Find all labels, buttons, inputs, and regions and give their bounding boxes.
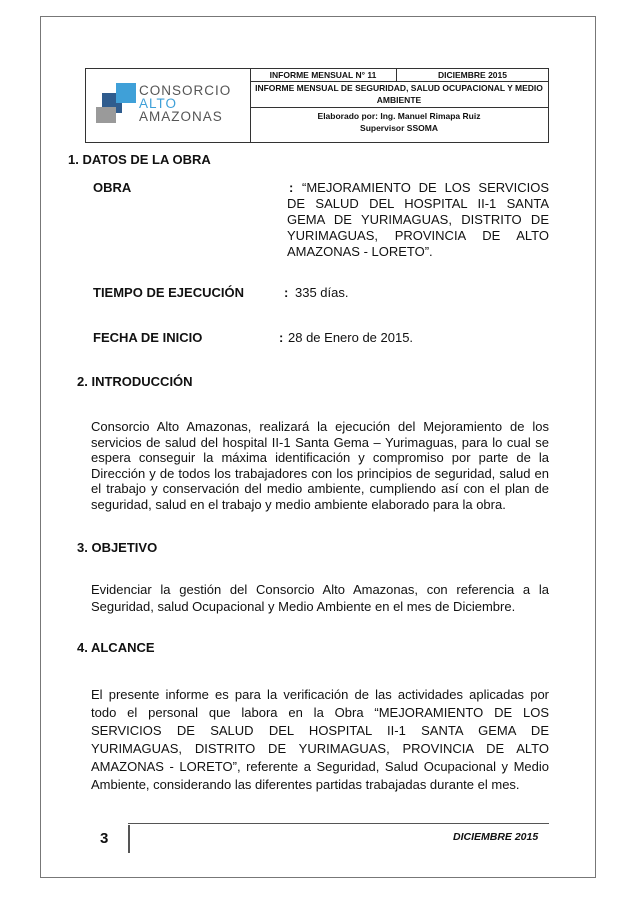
objetivo-paragraph: Evidenciar la gestión del Consorcio Alto Amazonas, con referencia a la Seguridad, salud Ocupacional y Medio Ambiente en el mes de Diciembre. xyxy=(91,582,549,614)
header-info xyxy=(250,69,548,142)
footer-date: DICIEMBRE 2015 xyxy=(453,831,539,843)
alcance-paragraph: El presente informe es para la verificación de las actividades aplicadas por todo el personal que labora en la Obra “MEJORAMIENTO DE LOS SERVICIOS DE SALUD DEL HOSPITAL II-1 SANTA GEMA DE YURIMAGUAS, DISTRITO DE YURIMAGUAS, PROVINCIA DE ALTO AMAZONAS - LORETO”, referente a Seguridad, Salud Ocupacional y Medio Ambiente, considerando las diferentes partidas trabajadas durante el mes. xyxy=(91,687,549,792)
fecha-colon: : xyxy=(279,330,284,345)
company-logo xyxy=(86,69,251,142)
obra-value: “MEJORAMIENTO DE LOS SERVICIOS DE SALUD DEL HOSPITAL II-1 SANTA GEMA DE YURIMAGUAS, DISTRITO DE YURIMAGUAS, PROVINCIA DE ALTO AMAZONAS - LORETO”. xyxy=(287,180,549,259)
logo-square-light xyxy=(116,83,136,103)
obra-label: OBRA xyxy=(93,180,132,195)
report-month: DICIEMBRE 2015 xyxy=(438,70,507,80)
obra-colon: : xyxy=(289,180,294,195)
report-number: INFORME MENSUAL N° 11 xyxy=(250,69,397,81)
section3-heading: 3. OBJETIVO xyxy=(77,540,158,555)
fecha-label: FECHA DE INICIO xyxy=(93,330,203,345)
tiempo-value: 335 días. xyxy=(295,285,349,300)
report-author: Elaborado por: Ing. Manuel Rimapa Ruiz xyxy=(317,111,481,121)
fecha-value: 28 de Enero de 2015. xyxy=(288,330,414,345)
tiempo-label: TIEMPO DE EJECUCIÓN xyxy=(93,285,244,300)
section4-heading: 4. ALCANCE xyxy=(77,640,155,655)
section1-heading: 1. DATOS DE LA OBRA xyxy=(68,152,211,167)
report-header xyxy=(85,68,549,143)
footer-divider xyxy=(128,823,549,824)
report-author-role: Supervisor SSOMA xyxy=(360,122,438,133)
page-number: 3 xyxy=(100,830,109,847)
footer-bar xyxy=(128,825,130,853)
report-title: INFORME MENSUAL DE SEGURIDAD, SALUD OCUPACIONAL Y MEDIO AMBIENTE xyxy=(255,83,543,105)
logo-text-consorcio: CONSORCIO xyxy=(139,83,232,98)
intro-paragraph: Consorcio Alto Amazonas, realizará la ejecución del Mejoramiento de los servicios de salud del hospital II-1 Santa Gema – Yurimaguas, para lo cual se espera conseguir la máxima identificación y compromiso por parte de la Dirección y de todos los trabajadores con los principios de seguridad, salud en el trabajo y conservación del medio ambiente, cumpliendo así con el plan de seguridad, salud en el trabajo y medio ambiente elaborado para la obra. xyxy=(91,419,549,512)
tiempo-colon: : xyxy=(284,285,289,300)
logo-text-amazonas: AMAZONAS xyxy=(139,109,223,124)
logo-text-alto: ALTO xyxy=(139,96,178,111)
section2-heading: 2. INTRODUCCIÓN xyxy=(77,374,193,389)
logo-square-gray xyxy=(96,107,116,123)
